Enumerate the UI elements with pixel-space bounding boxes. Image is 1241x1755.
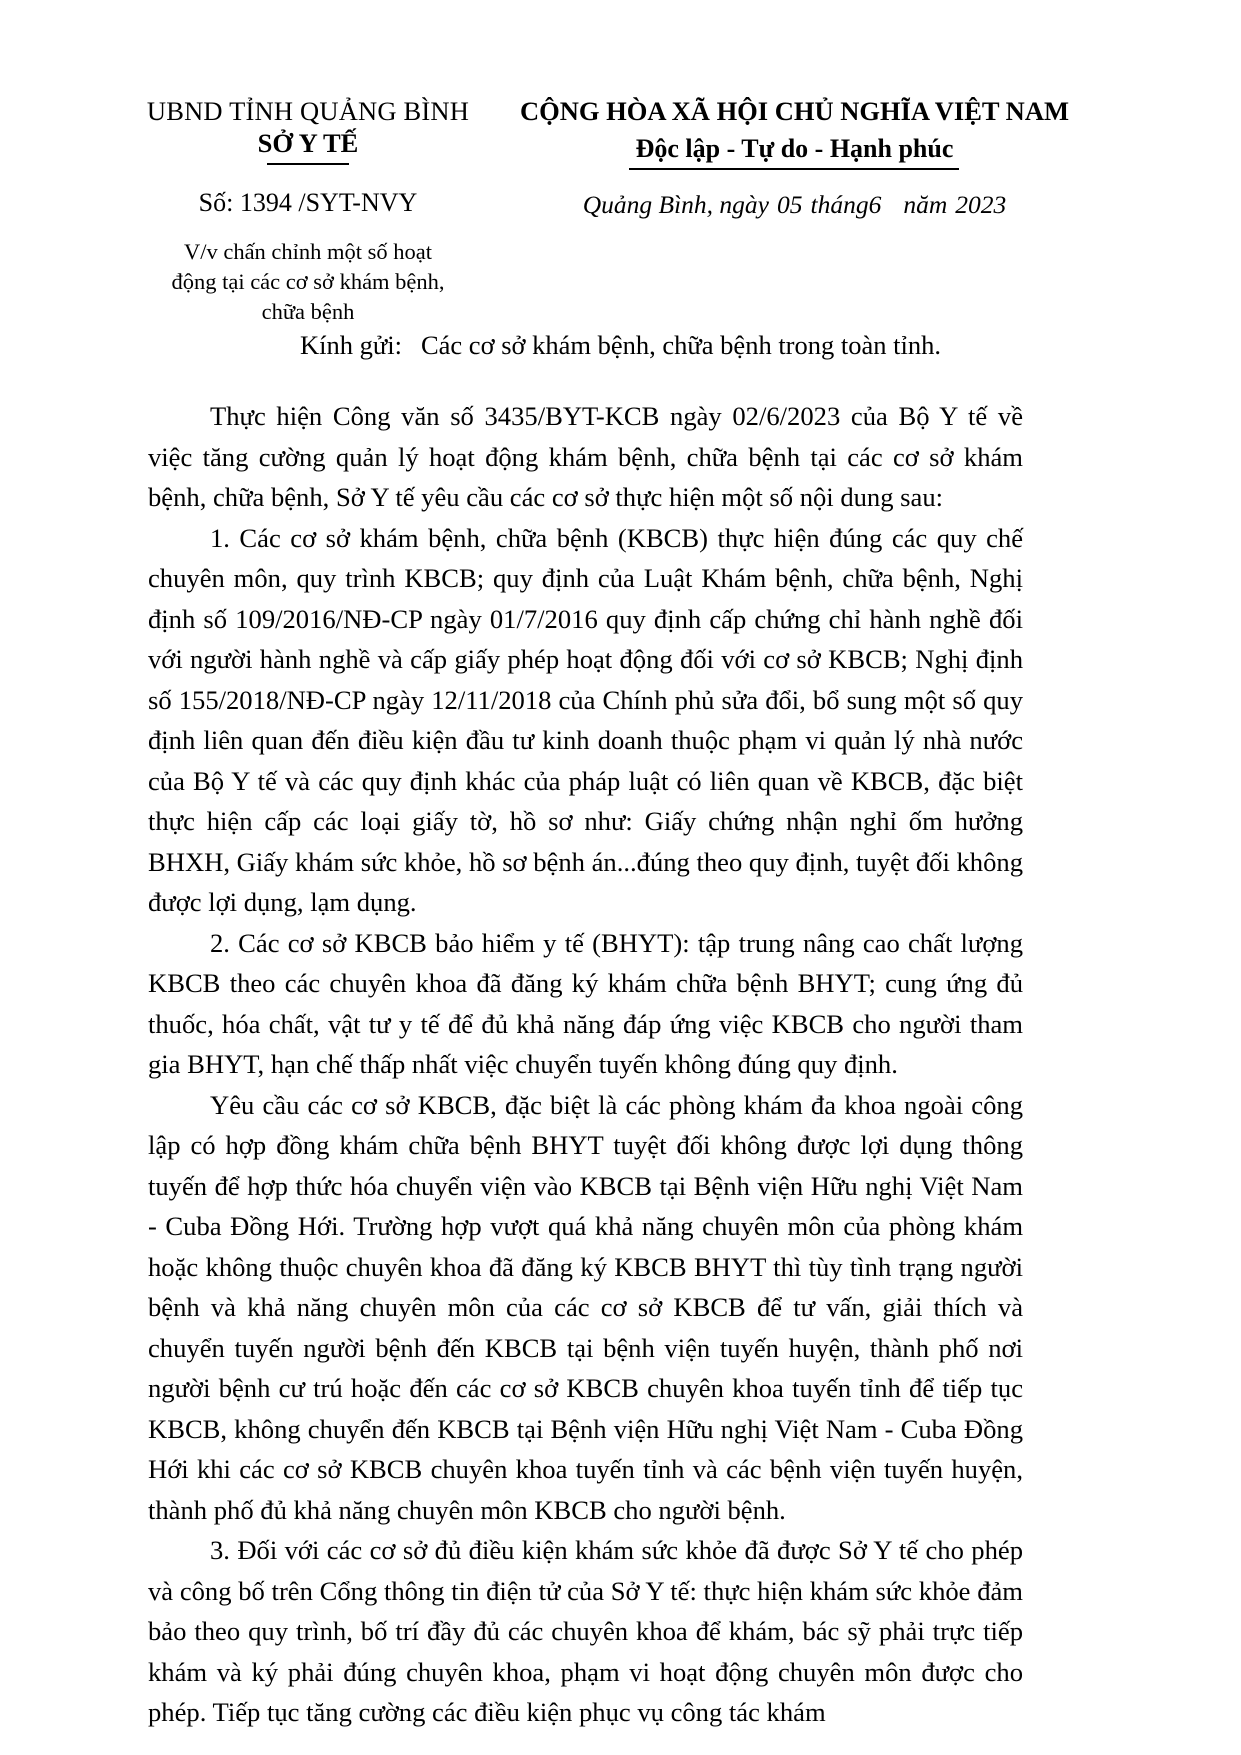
document-number: Số: 1394 /SYT-NVY <box>198 187 418 217</box>
dateline-place: Quảng Bình <box>582 189 707 219</box>
recipient-value: Các cơ sở khám bệnh, chữa bệnh trong toàn tỉnh. <box>420 330 941 360</box>
dateline-year: 2023 <box>955 189 1007 219</box>
republic-motto-label: Độc lập - Tự do - Hạnh phúc <box>635 133 954 163</box>
dateline-month-label: tháng <box>810 189 869 219</box>
republic-title: CỘNG HÒA XÃ HỘI CHỦ NGHĨA VIỆT NAM <box>520 96 1069 126</box>
issuer-department <box>258 128 359 160</box>
recipient-line <box>138 328 1103 362</box>
issuer-underline <box>267 163 349 165</box>
dateline-year-label: năm <box>903 189 948 219</box>
document-body <box>148 396 1023 1733</box>
dateline-day-label: , ngày <box>706 189 769 219</box>
issuer-authority: UBND TỈNH QUẢNG BÌNH <box>146 96 470 126</box>
body-paragraph: Yêu cầu các cơ sở KBCB, đặc biệt là các phòng khám đa khoa ngoài công lập có hợp đồng khám chữa bệnh BHYT tuyệt đối không được lợi dụng thông tuyến để hợp thức hóa chuyển viện vào KBCB tại Bệnh viện Hữu nghị Việt Nam - Cuba Đồng Hới. Trường hợp vượt quá khả năng chuyên môn của phòng khám hoặc không thuộc chuyên khoa đã đăng ký KBCB BHYT thì tùy tình trạng người bệnh và khả năng chuyên môn của các cơ sở KBCB để tư vấn, giải thích và chuyển tuyến người bệnh đến KBCB tại bệnh viện tuyến huyện, thành phố nơi người bệnh cư trú hoặc đến các cơ sở KBCB chuyên khoa tuyến tỉnh để tiếp tục KBCB, không chuyển đến KBCB tại Bệnh viện Hữu nghị Việt Nam - Cuba Đồng Hới khi các cơ sở KBCB chuyên khoa tuyến tỉnh và các bệnh viện tuyến huyện, thành phố đủ khả năng chuyên môn KBCB cho người bệnh. <box>148 1089 1023 1525</box>
letterhead <box>138 96 1103 327</box>
republic-block <box>478 96 1103 221</box>
body-paragraph: 1. Các cơ sở khám bệnh, chữa bệnh (KBCB) thực hiện đúng các quy chế chuyên môn, quy trình KBCB; quy định của Luật Khám bệnh, chữa bệnh, Nghị định số 109/2016/NĐ-CP ngày 01/7/2016 quy định cấp chứng chỉ hành nghề đối với người hành nghề và cấp giấy phép hoạt động đối với cơ sở KBCB; Nghị định số 155/2018/NĐ-CP ngày 12/11/2018 của Chính phủ sửa đổi, bổ sung một số quy định liên quan đến điều kiện đầu tư kinh doanh thuộc phạm vi quản lý nhà nước của Bộ Y tế và các quy định khác của pháp luật có liên quan về KBCB, đặc biệt thực hiện cấp các loại giấy tờ, hồ sơ như: Giấy chứng nhận nghỉ ốm hưởng BHXH, Giấy khám sức khỏe, hồ sơ bệnh án...đúng theo quy định, tuyệt đối không được lợi dụng, lạm dụng. <box>148 522 1023 917</box>
republic-motto <box>636 133 954 164</box>
dateline <box>486 190 1103 221</box>
body-paragraph: Thực hiện Công văn số 3435/BYT-KCB ngày 02/6/2023 của Bộ Y tế về việc tăng cường quản lý hoạt động khám bệnh, chữa bệnh tại các cơ sở khám bệnh, chữa bệnh, Sở Y tế yêu cầu các cơ sở thực hiện một số nội dung sau: <box>148 401 1023 512</box>
body-paragraph: 2. Các cơ sở KBCB bảo hiểm y tế (BHYT): tập trung nâng cao chất lượng KBCB theo các chuyên khoa đã đăng ký khám chữa bệnh BHYT; cung ứng đủ thuốc, hóa chất, vật tư y tế để đủ khả năng đáp ứng việc KBCB cho người tham gia BHYT, hạn chế thấp nhất việc chuyển tuyến không đúng quy định. <box>148 927 1023 1079</box>
recipient-label: Kính gửi: <box>300 330 402 360</box>
body-paragraph: 3. Đối với các cơ sở đủ điều kiện khám sức khỏe đã được Sở Y tế cho phép và công bố trên Cổng thông tin điện tử của Sở Y tế: thực hiện khám sức khỏe đảm bảo theo quy trình, bố trí đầy đủ các chuyên khoa để khám, bác sỹ phải trực tiếp khám và ký phải đúng chuyên khoa, phạm vi hoạt động chuyên môn được cho phép. Tiếp tục tăng cường các điều kiện phục vụ công tác khám <box>148 1535 1023 1727</box>
issuer-block <box>138 96 478 327</box>
dateline-day: 05 <box>777 189 803 219</box>
dateline-month: 6 <box>868 189 882 219</box>
document-subject: V/v chấn chỉnh một số hoạt động tại các cơ sở khám bệnh, chữa bệnh <box>171 238 445 325</box>
motto-underline <box>629 168 959 170</box>
issuer-department-label: SỞ Y TẾ <box>257 128 359 158</box>
